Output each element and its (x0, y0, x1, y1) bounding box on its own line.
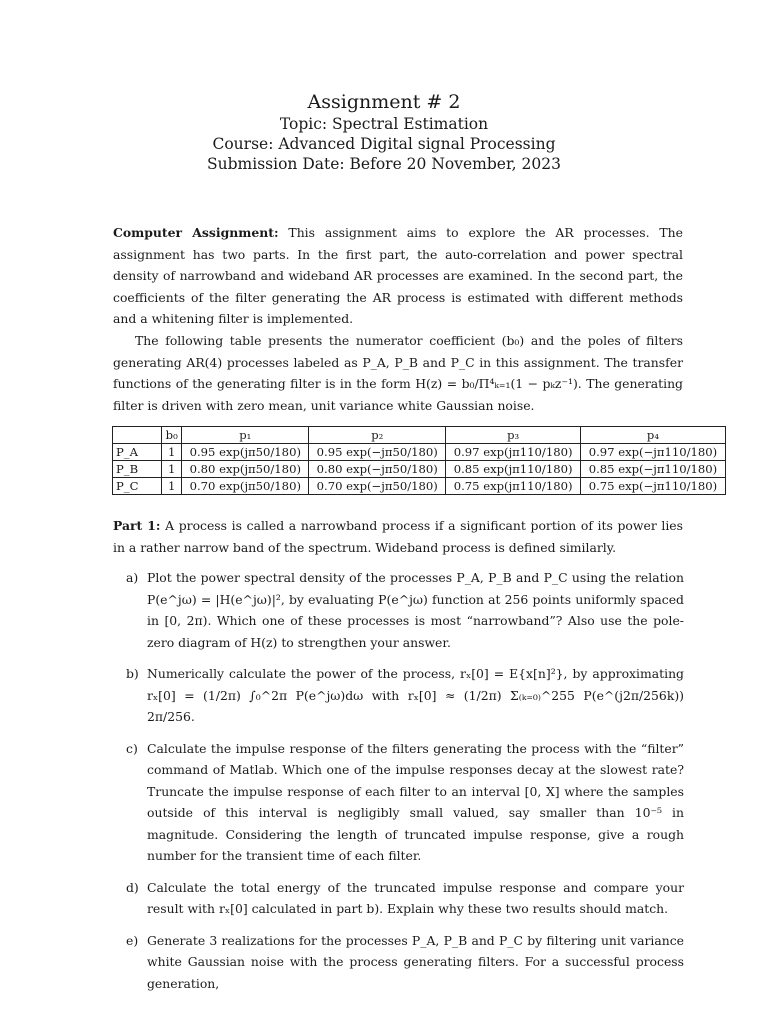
item-text: Calculate the total energy of the truncated impulse response and compare your result with rₓ[0] calculated in part b). Explain why these two results should match. (147, 879, 684, 916)
item-text: Numerically calculate the power of the process, rₓ[0] = E{x[n]²}, by approximating rₓ[0] = (1/2π) ∫₀^2π P(e^jω)dω with rₓ[0] ≈ (1/2π) Σ₍ₖ₌₀₎^255 P(e^(j2π/256k)) 2π/256. (147, 666, 684, 724)
intro-text: This assignment aims to explore the AR processes. The assignment has two parts. In the first part, the auto-correlation and power spectral density of narrowband and wideband AR processes are examined. In the second part, the coefficients of the filter generating the AR process is estimated with different methods and a whitening filter is implemented. (113, 225, 683, 326)
submission-date-line: Submission Date: Before 20 November, 2023 (207, 155, 561, 173)
document-header (0, 90, 768, 174)
table-cell: 1 (162, 478, 182, 495)
table-cell: 0.70 exp(−jπ50/180) (309, 478, 446, 495)
table-cell: 0.95 exp(−jπ50/180) (309, 444, 446, 461)
table-row (113, 444, 726, 461)
table-header-cell: b₀ (162, 427, 182, 444)
list-item (122, 567, 684, 653)
item-text: Calculate the impulse response of the filters generating the process with the “filter” command of Matlab. Which one of the impulse responses decay at the slowest rate? Truncate the impulse response of each filter to an interval [0, X] where the samples outside of this interval is negligibly small valued, say smaller than 10⁻⁵ in magnitude. Considering the length of truncated impulse response, give a rough number for the transient time of each filter. (147, 740, 684, 863)
table-cell: 0.80 exp(jπ50/180) (182, 461, 309, 478)
table-cell: 1 (162, 444, 182, 461)
item-label: d) (126, 879, 139, 895)
topic-line: Topic: Spectral Estimation (279, 115, 489, 133)
part1-text: A process is called a narrowband process if a significant portion of its power lies in a rather narrow band of the spectrum. Wideband process is defined similarly. (113, 518, 683, 555)
table-cell: 0.75 exp(jπ110/180) (446, 478, 581, 495)
item-text: Generate 3 realizations for the processes P_A, P_B and P_C by filtering unit variance white Gaussian noise with the process generating filters. For a successful process generation, (147, 932, 684, 991)
table-header-row (113, 427, 726, 444)
poles-table (112, 426, 726, 495)
item-text: Plot the power spectral density of the processes P_A, P_B and P_C using the relation P(e^jω) = |H(e^jω)|², by evaluating P(e^jω) function at 256 points uniformly spaced in [0, 2π). Which one of these processes is most “narrowband”? Also use the pole-zero diagram of H(z) to strengthen your answer. (147, 570, 684, 650)
item-label: a) (126, 570, 139, 585)
table-row (113, 478, 726, 495)
list-item (122, 930, 684, 995)
table-row-label: P_A (113, 444, 162, 461)
course-line: Course: Advanced Digital signal Processing (212, 135, 556, 153)
table-row-label: P_B (113, 461, 162, 478)
table-cell: 0.95 exp(jπ50/180) (182, 444, 309, 461)
assignment-title: Assignment # 2 (307, 91, 461, 113)
table-row-label: P_C (113, 478, 162, 495)
intro-paragraph (113, 222, 683, 330)
table-cell: 0.97 exp(−jπ110/180) (580, 444, 725, 461)
table-header-cell (113, 427, 162, 444)
table-cell: 0.80 exp(−jπ50/180) (309, 461, 446, 478)
table-cell: 0.70 exp(jπ50/180) (182, 478, 309, 495)
item-label: e) (126, 932, 139, 948)
item-label: c) (126, 740, 138, 756)
table-header-cell: p₃ (446, 427, 581, 444)
table-header-cell: p₁ (182, 427, 309, 444)
table-cell: 1 (162, 461, 182, 478)
question-list (122, 567, 684, 1004)
table-cell: 0.75 exp(−jπ110/180) (580, 478, 725, 495)
table-cell: 0.97 exp(jπ110/180) (446, 444, 581, 461)
table-header-cell: p₄ (580, 427, 725, 444)
table-row (113, 461, 726, 478)
list-item (122, 877, 684, 920)
intro-lead: Computer Assignment: (113, 225, 279, 240)
part1-lead: Part 1: (113, 518, 161, 533)
part1-paragraph (113, 515, 683, 558)
table-intro-paragraph: The following table presents the numerator coefficient (b₀) and the poles of filters generating AR(4) processes labeled as P_A, P_B and P_C in this assignment. The transfer functions of the generating filter is in the form H(z) = b₀/Π⁴ₖ₌₁(1 − pₖz⁻¹). The generating filter is driven with zero mean, unit variance white Gaussian noise. (113, 333, 683, 413)
list-item (122, 738, 684, 867)
item-label: b) (126, 666, 139, 681)
table-cell: 0.85 exp(−jπ110/180) (580, 461, 725, 478)
table-cell: 0.85 exp(jπ110/180) (446, 461, 581, 478)
table-header-cell: p₂ (309, 427, 446, 444)
list-item (122, 663, 684, 728)
